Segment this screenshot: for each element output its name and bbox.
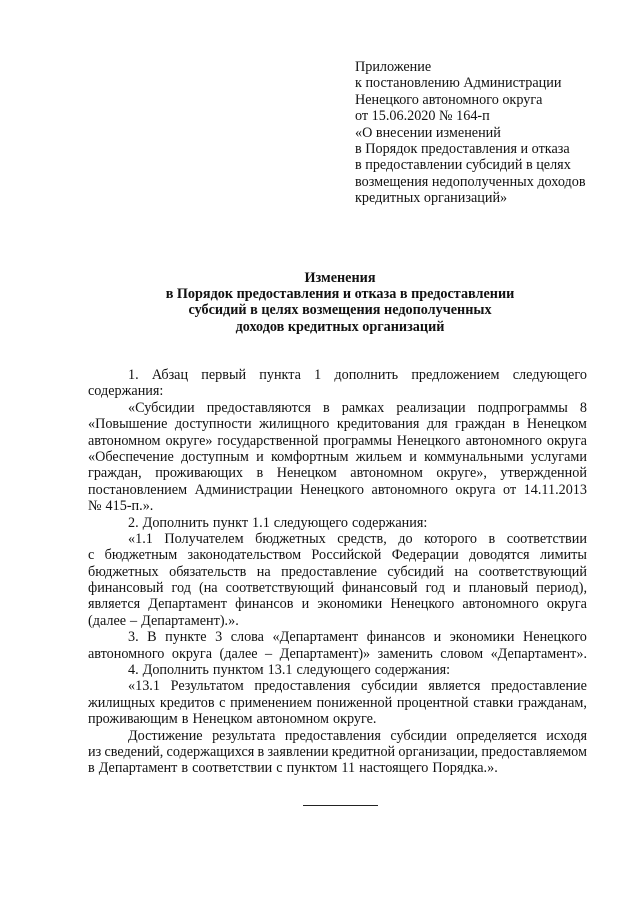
body-word: финансов bbox=[366, 629, 426, 646]
body-word: 1 bbox=[314, 367, 322, 383]
body-word: автономном bbox=[88, 432, 161, 449]
body-word: (далее bbox=[219, 645, 258, 662]
body-word: пониженной bbox=[316, 694, 393, 711]
title-line: Изменения bbox=[304, 270, 376, 286]
body-word: следующего bbox=[296, 662, 371, 679]
body-word: от bbox=[503, 481, 517, 498]
body-word: в bbox=[322, 399, 330, 416]
body-word: соответствии bbox=[192, 760, 273, 777]
body-word: соответствии bbox=[506, 530, 587, 547]
body-word: граждан bbox=[455, 416, 506, 433]
body-word: округа bbox=[546, 432, 587, 449]
body-line bbox=[88, 367, 587, 383]
body-word: доводятся bbox=[469, 547, 530, 564]
body-word: организации, bbox=[398, 743, 479, 760]
body-word: и bbox=[453, 580, 461, 597]
body-word: 14.11.2013 bbox=[523, 481, 587, 498]
body-word: 3. bbox=[128, 629, 139, 646]
body-word: и bbox=[301, 596, 310, 613]
body-word: слова bbox=[230, 629, 264, 646]
body-line bbox=[88, 498, 587, 514]
body-word: кредитной bbox=[331, 743, 396, 760]
body-word: является bbox=[428, 678, 481, 695]
body-word: которого bbox=[424, 530, 478, 547]
body-word: «Субсидии bbox=[128, 399, 195, 416]
body-word: содержания: bbox=[374, 662, 451, 679]
body-word: пункте bbox=[165, 629, 207, 646]
body-line bbox=[88, 482, 587, 498]
body-word: утвержденной bbox=[500, 465, 587, 482]
body-word: и bbox=[433, 629, 442, 646]
body-word: с bbox=[276, 760, 283, 777]
title-line: в Порядок предоставления и отказа в предоставлении bbox=[165, 286, 515, 303]
body-word: жилищного bbox=[259, 416, 330, 433]
body-word: финансовый bbox=[342, 580, 418, 597]
body-word: «13.1 bbox=[128, 678, 160, 695]
document-title bbox=[0, 270, 640, 335]
body-word: плановый bbox=[468, 580, 529, 597]
body-line bbox=[88, 760, 587, 776]
body-word: год bbox=[171, 580, 191, 597]
body-line bbox=[88, 613, 587, 629]
body-word: в bbox=[88, 760, 95, 777]
body-word: предоставляемом bbox=[481, 743, 587, 760]
body-line bbox=[88, 465, 587, 481]
body-word: лимиты bbox=[539, 547, 587, 564]
body-word: постановлением bbox=[88, 481, 188, 498]
body-line bbox=[88, 678, 587, 694]
body-word: экономики bbox=[317, 596, 383, 613]
body-word: процентной bbox=[396, 694, 469, 711]
body-word: субсидий bbox=[387, 563, 444, 580]
body-word: Ненецком bbox=[526, 416, 587, 433]
body-word: в bbox=[181, 760, 189, 777]
body-word: автономного bbox=[462, 596, 539, 613]
appendix-line: кредитных организаций» bbox=[355, 190, 508, 207]
body-word: округа bbox=[455, 481, 496, 498]
body-word: Российской bbox=[311, 547, 382, 564]
body-word: «Повышение bbox=[88, 416, 168, 433]
appendix-line: в предоставлении субсидий в целях bbox=[355, 157, 571, 174]
body-word: жильем bbox=[355, 448, 402, 465]
body-word: в bbox=[488, 530, 496, 547]
body-word: предложением bbox=[411, 367, 500, 383]
body-word: с bbox=[219, 694, 226, 711]
body-line bbox=[88, 531, 587, 547]
body-word: государственной bbox=[217, 432, 319, 449]
body-word: Администрации bbox=[194, 481, 293, 498]
body-word: и bbox=[409, 448, 417, 465]
body-word: пункт bbox=[212, 514, 249, 531]
body-word: дополнить bbox=[334, 367, 399, 383]
body-word: результата bbox=[212, 727, 276, 744]
body-word: в bbox=[256, 465, 264, 482]
body-line bbox=[88, 416, 587, 432]
title-line: субсидий в целях возмещения недополученных bbox=[188, 302, 492, 319]
body-word: определяется bbox=[456, 727, 537, 744]
document-body bbox=[88, 367, 587, 777]
body-word: применением bbox=[230, 694, 312, 711]
body-word: округе. bbox=[332, 711, 377, 728]
body-word: № bbox=[88, 498, 102, 515]
body-word: округа bbox=[546, 596, 587, 613]
body-word: Дополнить bbox=[142, 662, 209, 679]
body-word: Ненецком bbox=[276, 465, 337, 482]
body-word: до bbox=[398, 530, 413, 547]
body-word: пунктом bbox=[286, 760, 338, 777]
body-word: Порядка.». bbox=[432, 760, 498, 777]
body-word: следующего bbox=[512, 367, 587, 383]
body-word: период), bbox=[536, 580, 587, 597]
appendix-line: Приложение bbox=[355, 59, 432, 75]
body-word: год bbox=[425, 580, 445, 597]
body-word: Достижение bbox=[128, 727, 203, 744]
body-word: (на bbox=[198, 580, 218, 597]
body-word: Департамент bbox=[98, 760, 178, 777]
body-word: 8 bbox=[579, 399, 587, 416]
body-word: заявлении bbox=[267, 743, 329, 760]
body-word: на bbox=[256, 563, 271, 580]
body-word: доступным bbox=[181, 448, 249, 465]
body-word: реализации bbox=[396, 399, 466, 416]
body-line bbox=[88, 646, 587, 662]
body-word: – bbox=[130, 612, 138, 629]
body-word: в bbox=[181, 711, 189, 728]
body-word: 11 bbox=[341, 760, 356, 777]
body-word: рамках bbox=[341, 399, 385, 416]
body-word: «Департамент». bbox=[490, 645, 587, 662]
body-word: автономного bbox=[465, 432, 542, 449]
body-word: 4. bbox=[128, 662, 139, 679]
body-line bbox=[88, 547, 587, 563]
appendix-line: к постановлению Администрации bbox=[355, 75, 562, 92]
body-word: 3 bbox=[215, 629, 223, 646]
body-word: исходя bbox=[546, 727, 587, 744]
body-word: Ненецкого bbox=[396, 432, 461, 449]
body-line bbox=[88, 629, 587, 645]
body-word: экономики bbox=[449, 629, 515, 646]
body-word: 13.1 bbox=[267, 662, 293, 679]
body-word: на bbox=[454, 563, 469, 580]
body-word: соответствующий bbox=[225, 580, 334, 597]
body-word: Ненецкого bbox=[523, 629, 587, 646]
body-word: Абзац bbox=[151, 367, 189, 383]
body-word: 1.1 bbox=[252, 514, 270, 531]
body-word: Получателем bbox=[164, 530, 244, 547]
body-word: Департамент bbox=[148, 596, 227, 613]
body-word: жилищных bbox=[88, 694, 156, 711]
body-word: субсидии bbox=[361, 678, 418, 695]
body-word: является bbox=[88, 596, 141, 613]
body-word: Департамент)» bbox=[279, 645, 371, 662]
body-word: подпрограммы bbox=[477, 399, 568, 416]
body-line bbox=[88, 433, 587, 449]
body-word: – bbox=[265, 645, 273, 662]
appendix-line: Ненецкого автономного округа bbox=[355, 91, 543, 108]
body-word: Ненецкого bbox=[300, 481, 364, 498]
appendix-block bbox=[355, 59, 625, 207]
body-word: коммунальными bbox=[424, 448, 524, 465]
body-word: следующего bbox=[273, 514, 348, 531]
body-word: комфортным bbox=[270, 448, 349, 465]
body-word: автономного bbox=[88, 645, 165, 662]
body-word: предоставление bbox=[281, 563, 377, 580]
body-line bbox=[88, 711, 587, 727]
body-line bbox=[88, 515, 587, 531]
body-word: соответствующий bbox=[478, 563, 587, 580]
body-word: Дополнить bbox=[142, 514, 209, 531]
body-word: округа bbox=[171, 645, 212, 662]
body-word: «1.1 bbox=[128, 530, 153, 547]
body-word: финансов bbox=[235, 596, 294, 613]
body-word: содержания: bbox=[88, 383, 164, 400]
body-line bbox=[88, 596, 587, 612]
body-word: заменить bbox=[377, 645, 433, 662]
body-word: автономном bbox=[256, 711, 329, 728]
appendix-line: в Порядок предоставления и отказа bbox=[355, 141, 570, 158]
body-word: из bbox=[88, 743, 102, 760]
appendix-line: возмещения недополученных доходов bbox=[355, 173, 586, 190]
body-word: кредитования bbox=[336, 416, 420, 433]
body-word: гражданам, bbox=[517, 694, 587, 711]
body-line bbox=[88, 662, 587, 678]
body-word: В bbox=[147, 629, 157, 646]
body-word: Результатом bbox=[170, 678, 244, 695]
end-divider bbox=[303, 805, 378, 806]
body-word: содержащихся bbox=[166, 743, 255, 760]
body-word: бюджетных bbox=[255, 530, 326, 547]
body-word: автономного bbox=[371, 481, 448, 498]
body-word: «Департамент bbox=[272, 629, 359, 646]
body-word: предоставления bbox=[284, 727, 381, 744]
body-word: словом bbox=[440, 645, 484, 662]
body-word: 415-п.». bbox=[105, 498, 154, 515]
body-line bbox=[88, 564, 587, 580]
body-word: граждан, bbox=[88, 465, 142, 482]
body-word: программы bbox=[323, 432, 392, 449]
body-word: Департамент).». bbox=[141, 612, 239, 629]
body-word: ставки bbox=[473, 694, 514, 711]
body-word: Ненецком bbox=[192, 711, 253, 728]
body-word: 1. bbox=[128, 367, 139, 383]
body-line bbox=[88, 744, 587, 760]
body-word: финансовый bbox=[88, 580, 164, 597]
body-word: средств, bbox=[337, 530, 387, 547]
body-word: бюджетным bbox=[104, 547, 178, 564]
body-line bbox=[88, 400, 587, 416]
body-word: субсидии bbox=[390, 727, 447, 744]
body-word: автономном bbox=[350, 465, 423, 482]
title-line: доходов кредитных организаций bbox=[235, 318, 445, 335]
body-word: с bbox=[88, 547, 95, 564]
body-word: округе» bbox=[165, 432, 213, 449]
body-word: в bbox=[257, 743, 265, 760]
body-word: содержания: bbox=[351, 514, 428, 531]
body-line bbox=[88, 695, 587, 711]
body-word: кредитов bbox=[159, 694, 215, 711]
body-word: в bbox=[512, 416, 520, 433]
body-word: «Обеспечение bbox=[88, 448, 174, 465]
body-word: предоставляются bbox=[206, 399, 311, 416]
appendix-line: от 15.06.2020 № 164-п bbox=[355, 108, 490, 125]
body-word: пункта bbox=[259, 367, 301, 383]
body-word: Ненецкого bbox=[390, 596, 455, 613]
body-word: сведений, bbox=[104, 743, 164, 760]
body-word: обязательств bbox=[169, 563, 247, 580]
body-word: 2. bbox=[128, 514, 139, 531]
body-word: и bbox=[256, 448, 264, 465]
appendix-line: «О внесении изменений bbox=[355, 124, 501, 141]
body-word: предоставление bbox=[491, 678, 587, 695]
body-word: настоящего bbox=[359, 760, 429, 777]
body-word: предоставления bbox=[254, 678, 351, 695]
body-line bbox=[88, 449, 587, 465]
body-line bbox=[88, 728, 587, 744]
body-line bbox=[88, 580, 587, 596]
body-word: проживающих bbox=[155, 465, 244, 482]
body-line bbox=[88, 383, 587, 399]
body-word: услугами bbox=[530, 448, 587, 465]
body-word: Федерации bbox=[391, 547, 459, 564]
body-word: доступности bbox=[174, 416, 252, 433]
body-word: бюджетных bbox=[88, 563, 159, 580]
body-word: пунктом bbox=[212, 662, 264, 679]
body-word: (далее bbox=[88, 612, 127, 629]
body-word: проживающим bbox=[88, 711, 178, 728]
body-word: законодательством bbox=[187, 547, 302, 564]
body-word: первый bbox=[201, 367, 247, 383]
body-word: для bbox=[426, 416, 448, 433]
body-word: округе», bbox=[436, 465, 487, 482]
